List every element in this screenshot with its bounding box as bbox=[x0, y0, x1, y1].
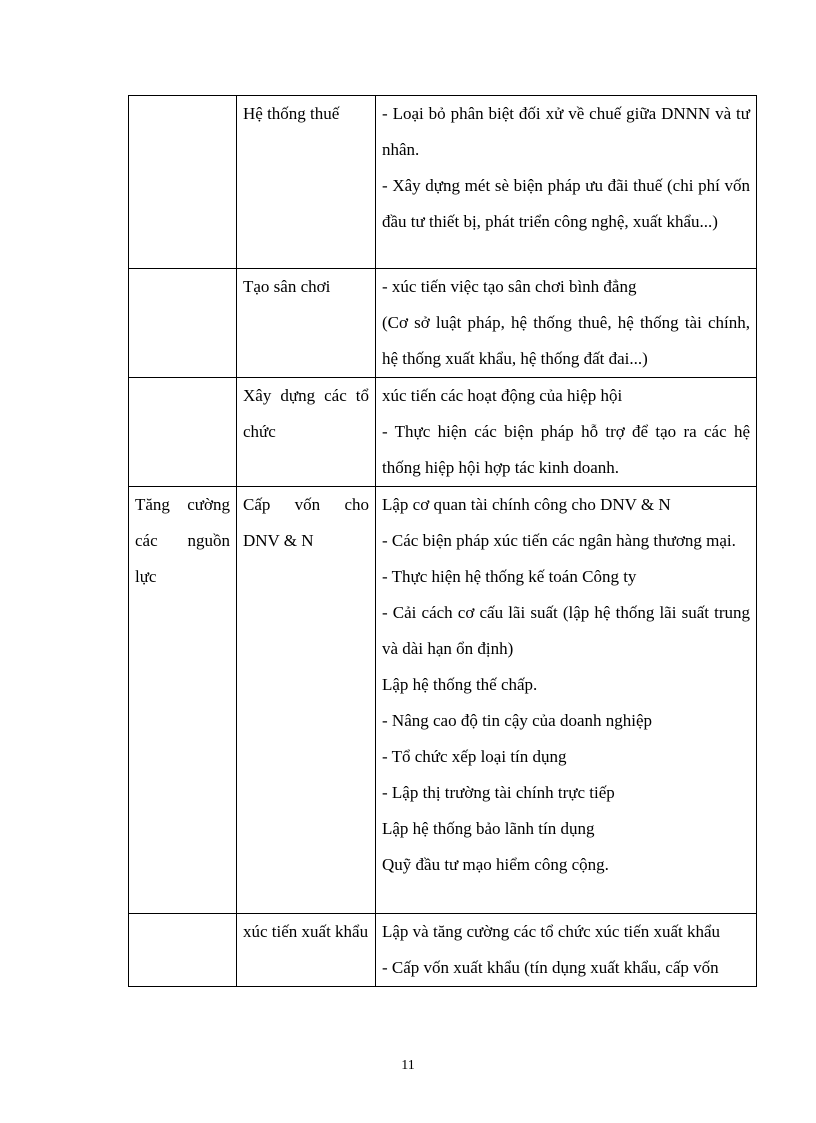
measure-line: - Nâng cao độ tin cậy của doanh nghiệp bbox=[382, 711, 653, 730]
group-cell: Tăng cường các nguồn lực bbox=[129, 487, 237, 914]
measure-line: Quỹ đầu tư mạo hiểm công cộng. bbox=[382, 855, 609, 874]
table-row bbox=[129, 269, 757, 378]
group-cell bbox=[129, 378, 237, 487]
group-cell bbox=[129, 914, 237, 987]
measures-cell bbox=[376, 487, 757, 914]
measure-line: Lập và tăng cường các tổ chức xúc tiến xuất khẩu bbox=[382, 922, 721, 941]
measure-line: Lập hệ thống thế chấp. bbox=[382, 675, 538, 694]
subject-cell: Hệ thống thuế bbox=[237, 96, 376, 269]
policy-table bbox=[128, 95, 757, 987]
measure-line: Lập hệ thống bảo lãnh tín dụng bbox=[382, 819, 595, 838]
measure-line: - Các biện pháp xúc tiến các ngân hàng thương mại. bbox=[382, 531, 736, 550]
group-cell bbox=[129, 269, 237, 378]
measure-line: - Thực hiện các biện pháp hỗ trợ để tạo ra các hệ thống hiệp hội hợp tác kinh doanh. bbox=[382, 422, 750, 477]
measures-cell bbox=[376, 378, 757, 487]
measure-line: - Loại bỏ phân biệt đối xử về chuế giữa DNNN và tư nhân. bbox=[382, 104, 750, 159]
measure-line: - Tổ chức xếp loại tín dụng bbox=[382, 747, 567, 766]
group-cell bbox=[129, 96, 237, 269]
subject-cell: Xây dựng các tổ chức bbox=[237, 378, 376, 487]
measure-line: (Cơ sở luật pháp, hệ thống thuê, hệ thống tài chính, hệ thống xuất khẩu, hệ thống đất đai...) bbox=[382, 313, 750, 368]
table-row bbox=[129, 378, 757, 487]
measure-line: - Cải cách cơ cấu lãi suất (lập hệ thống lãi suất trung và dài hạn ổn định) bbox=[382, 603, 750, 658]
measure-line: xúc tiến các hoạt động của hiệp hội bbox=[382, 386, 623, 405]
table-row bbox=[129, 487, 757, 914]
measure-line: - Cấp vốn xuất khẩu (tín dụng xuất khẩu, cấp vốn bbox=[382, 958, 719, 977]
table-row bbox=[129, 96, 757, 269]
page-number: 11 bbox=[401, 1058, 415, 1073]
measure-line: Lập cơ quan tài chính công cho DNV & N bbox=[382, 495, 671, 514]
subject-cell: Tạo sân chơi bbox=[237, 269, 376, 378]
measure-line: - xúc tiến việc tạo sân chơi bình đẳng bbox=[382, 277, 637, 296]
subject-cell: Cấp vốn cho DNV & N bbox=[237, 487, 376, 914]
measures-cell bbox=[376, 96, 757, 269]
measures-cell bbox=[376, 269, 757, 378]
measure-line: - Xây dựng mét sè biện pháp ưu đãi thuế (chi phí vốn đầu tư thiết bị, phát triển công nghệ, xuất khẩu...) bbox=[382, 176, 750, 231]
subject-cell: xúc tiến xuất khẩu bbox=[237, 914, 376, 987]
measures-cell bbox=[376, 914, 757, 987]
table-row bbox=[129, 914, 757, 987]
measure-line: - Thực hiện hệ thống kế toán Công ty bbox=[382, 567, 637, 586]
measure-line: - Lập thị trường tài chính trực tiếp bbox=[382, 783, 615, 802]
